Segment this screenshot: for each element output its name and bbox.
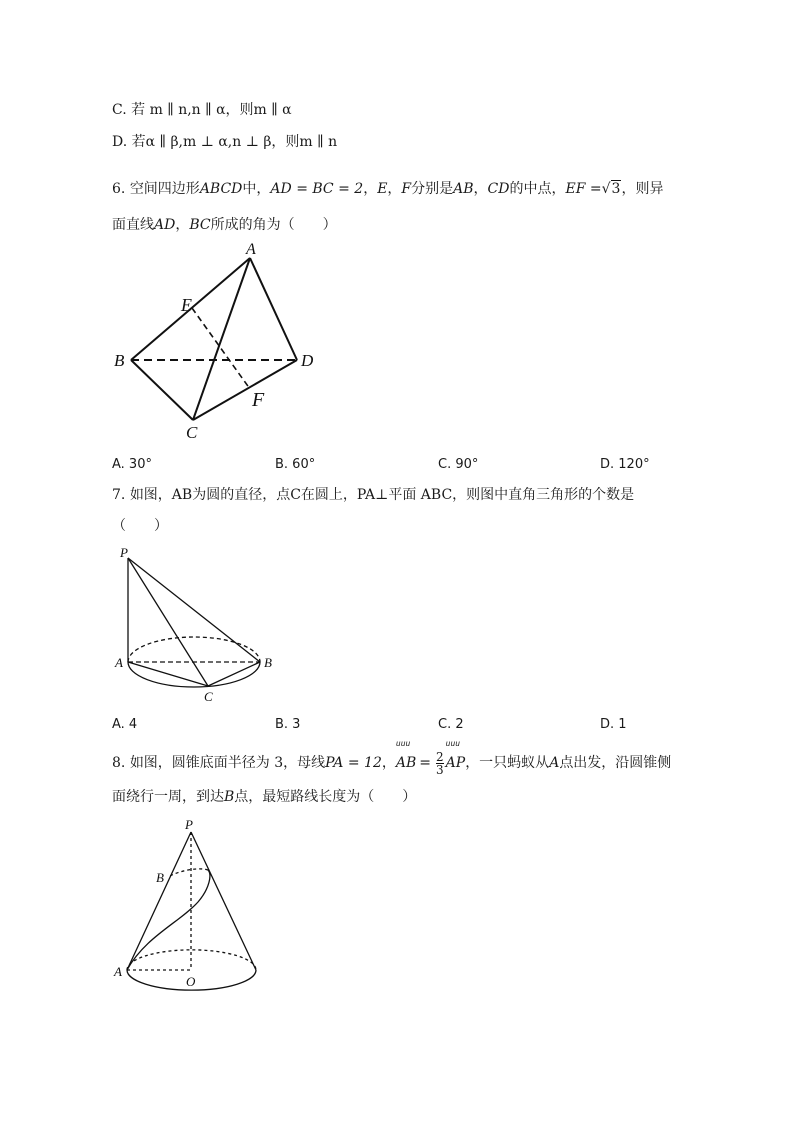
q6-text: 空间四边形 — [129, 181, 200, 197]
option-c-label: C. — [112, 102, 127, 118]
vector-ap — [445, 739, 466, 776]
label-b: B — [264, 655, 272, 670]
q8-math: PA = 12 — [325, 755, 382, 771]
q6-text: ， — [175, 217, 190, 233]
sqrt-sign: √ — [601, 181, 611, 197]
option-c — [112, 101, 292, 119]
fraction-numerator: 2 — [436, 749, 444, 764]
q8-text: ，一只蚂蚁从 — [465, 755, 550, 771]
label-p: P — [120, 545, 128, 560]
vector-ab-label: AB — [395, 755, 417, 771]
generatrix-pa — [127, 832, 191, 970]
q6-option-c[interactable]: C. 90° — [438, 457, 479, 472]
q7-figure-circle-pyramid — [100, 540, 300, 710]
q7-text-1: 如图，AB为圆的直径，点C在圆上，PA⊥平面 ABC，则图中直角三角形的个数是 — [129, 487, 635, 503]
q6-text: ，则异 — [621, 181, 664, 197]
segment-pb — [128, 558, 260, 662]
q7-line-1 — [112, 486, 634, 504]
q6-text: 所成的角为（ ） — [210, 217, 337, 233]
q6-text: 的中点， — [509, 181, 566, 197]
q6-math: AD — [154, 217, 176, 233]
q6-math: AD = BC = 2 — [270, 181, 364, 197]
q6-text: ， — [473, 181, 488, 197]
q6-math: AB — [453, 181, 474, 197]
q6-text: 面直线 — [112, 217, 154, 233]
q8-text: 如图，圆锥底面半径为 3，母线 — [129, 755, 326, 771]
edge-ad — [250, 258, 297, 360]
q6-option-d[interactable]: D. 120° — [600, 457, 650, 472]
label-p: P — [185, 817, 193, 832]
q6-option-a[interactable]: A. 30° — [112, 457, 152, 472]
q8-number: 8. — [112, 755, 126, 771]
q7-option-a[interactable]: A. 4 — [112, 717, 138, 732]
q8-text: 点，最短路线长度为（ ） — [234, 789, 417, 805]
label-d: D — [301, 351, 314, 370]
q7-line-2: （ ） — [112, 518, 168, 534]
label-o: O — [186, 974, 196, 989]
circle-back-dashed — [128, 637, 260, 662]
q7-number: 7. — [112, 487, 126, 503]
edge-bc — [131, 360, 193, 420]
fraction-denominator: 3 — [436, 762, 444, 777]
option-d-label: D. — [112, 134, 128, 150]
q6-number: 6. — [112, 181, 126, 197]
q6-math: F — [401, 181, 412, 197]
label-f: F — [252, 389, 265, 411]
q8-math: B — [224, 789, 235, 805]
q7-option-d[interactable]: D. 1 — [600, 717, 627, 732]
q6-figure-quadrilateral — [100, 240, 340, 450]
circle-front — [128, 662, 260, 687]
label-c: C — [186, 423, 198, 442]
label-a: A — [114, 964, 122, 979]
vector-ap-label: AP — [445, 755, 466, 771]
ant-path — [127, 870, 210, 970]
q8-text: 点出发，沿圆锥侧 — [559, 755, 672, 771]
q6-line-1 — [112, 180, 663, 198]
vector-ab — [395, 739, 417, 776]
fraction-two-thirds — [436, 751, 444, 776]
vector-arrow-mark: uuu — [395, 739, 411, 748]
option-d-text: 若α ∥ β,m ⊥ α,n ⊥ β，则m ∥ n — [131, 134, 338, 150]
label-e: E — [181, 295, 192, 315]
q8-math: A — [549, 755, 560, 771]
q6-math: ABCD — [199, 181, 243, 197]
label-b: B — [156, 870, 164, 885]
q6-math: E — [377, 181, 388, 197]
q7-option-b[interactable]: B. 3 — [275, 717, 301, 732]
segment-ef-dashed — [192, 308, 250, 389]
q8-equals: = — [419, 755, 432, 771]
option-c-text: 若 m ∥ n,n ∥ α，则m ∥ α — [131, 102, 292, 118]
q8-text: ， — [381, 755, 396, 771]
option-d — [112, 133, 337, 151]
q6-text: 中， — [242, 181, 271, 197]
q6-text: ， — [363, 181, 378, 197]
label-b: B — [114, 351, 125, 370]
q6-text: ， — [387, 181, 402, 197]
q6-sqrt-radicand: 3 — [611, 181, 621, 197]
segment-pc — [128, 558, 208, 686]
label-c: C — [204, 689, 213, 704]
q8-figure-cone — [100, 812, 290, 1002]
edge-cd — [193, 360, 297, 420]
q6-math: BC — [189, 217, 211, 233]
generatrix-right — [191, 832, 256, 970]
q6-math: CD — [487, 181, 510, 197]
q6-line-2 — [112, 216, 337, 234]
q6-math: EF = — [565, 181, 602, 197]
q8-text: 面绕行一周，到达 — [112, 789, 224, 805]
vector-arrow-mark: uuu — [445, 739, 461, 748]
q8-line-2 — [112, 788, 416, 806]
label-a: A — [115, 655, 123, 670]
q6-option-b[interactable]: B. 60° — [275, 457, 316, 472]
q7-option-c[interactable]: C. 2 — [438, 717, 464, 732]
q8-line-1 — [112, 739, 672, 777]
q6-text: 分别是 — [411, 181, 454, 197]
label-a: A — [246, 241, 256, 258]
